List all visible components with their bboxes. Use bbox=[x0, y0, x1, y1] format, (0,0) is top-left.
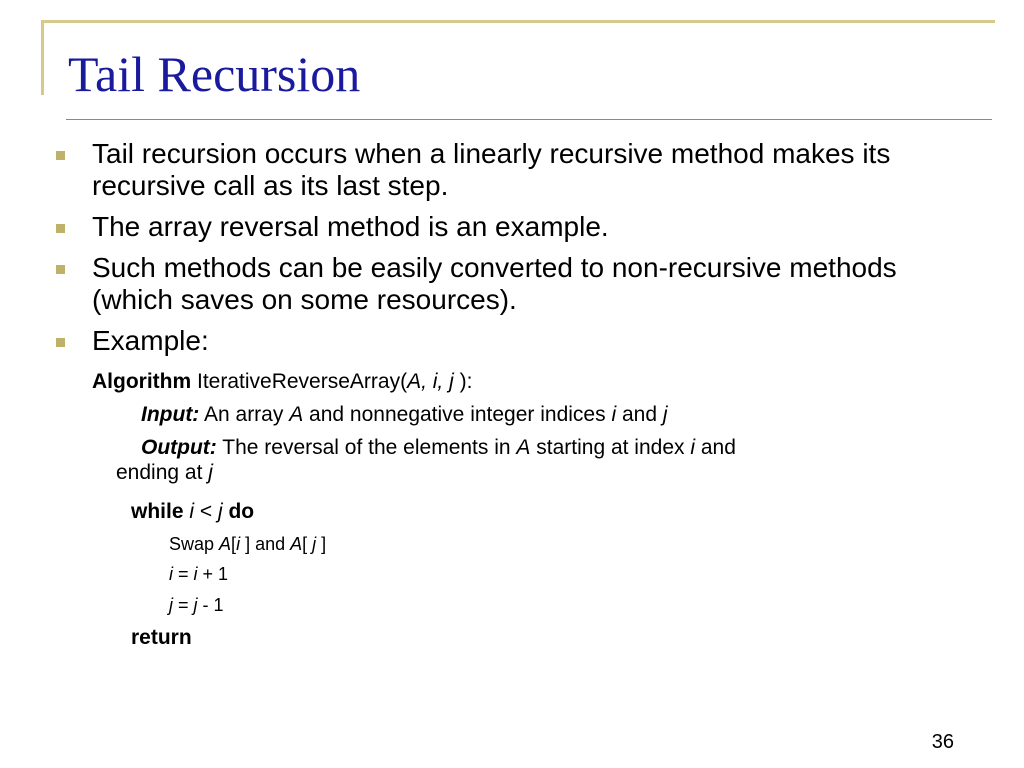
bullet-text: Example: bbox=[92, 325, 209, 356]
bullet-item bbox=[56, 325, 956, 357]
bullet-text: Such methods can be easily converted to non-recursive methods (which saves on some resources). bbox=[92, 252, 897, 315]
slide-title: Tail Recursion bbox=[68, 46, 361, 102]
output-label: Output: bbox=[141, 436, 217, 459]
bullet-item bbox=[56, 211, 956, 243]
algorithm-output-continued: ending at j bbox=[116, 461, 213, 484]
bullet-text: Tail recursion occurs when a linearly recursive method makes its recursive call as its last step. bbox=[92, 138, 891, 201]
bullet-item bbox=[56, 138, 956, 202]
square-bullet-icon bbox=[56, 224, 65, 233]
decorative-frame-top bbox=[41, 20, 995, 23]
title-divider bbox=[66, 119, 992, 120]
input-label: Input: bbox=[141, 403, 200, 426]
bullet-list bbox=[56, 138, 956, 366]
slide-number: 36 bbox=[931, 731, 954, 753]
algorithm-params: A, i, j bbox=[407, 370, 454, 393]
bullet-item bbox=[56, 252, 956, 316]
algorithm-output: Output: The reversal of the elements in A starting at index i and bbox=[141, 436, 736, 459]
bullet-text: The array reversal method is an example. bbox=[92, 211, 609, 242]
algorithm-return-line: return bbox=[131, 626, 192, 649]
algorithm-increment-line: i = i + 1 bbox=[169, 564, 229, 584]
square-bullet-icon bbox=[56, 151, 65, 160]
square-bullet-icon bbox=[56, 265, 65, 274]
algorithm-input: Input: An array A and nonnegative integer indices i and j bbox=[141, 403, 668, 426]
algorithm-while-line: while i < j do bbox=[131, 500, 255, 523]
decorative-frame-left bbox=[41, 20, 44, 95]
algorithm-keyword: Algorithm bbox=[92, 370, 192, 393]
square-bullet-icon bbox=[56, 338, 65, 347]
algorithm-header: Algorithm IterativeReverseArray(A, i, j ): bbox=[92, 370, 473, 393]
algorithm-name: IterativeReverseArray( bbox=[197, 370, 408, 393]
algorithm-swap-line: Swap A[i ] and A[ j ] bbox=[169, 534, 327, 554]
algorithm-decrement-line: j = j - 1 bbox=[169, 595, 224, 615]
